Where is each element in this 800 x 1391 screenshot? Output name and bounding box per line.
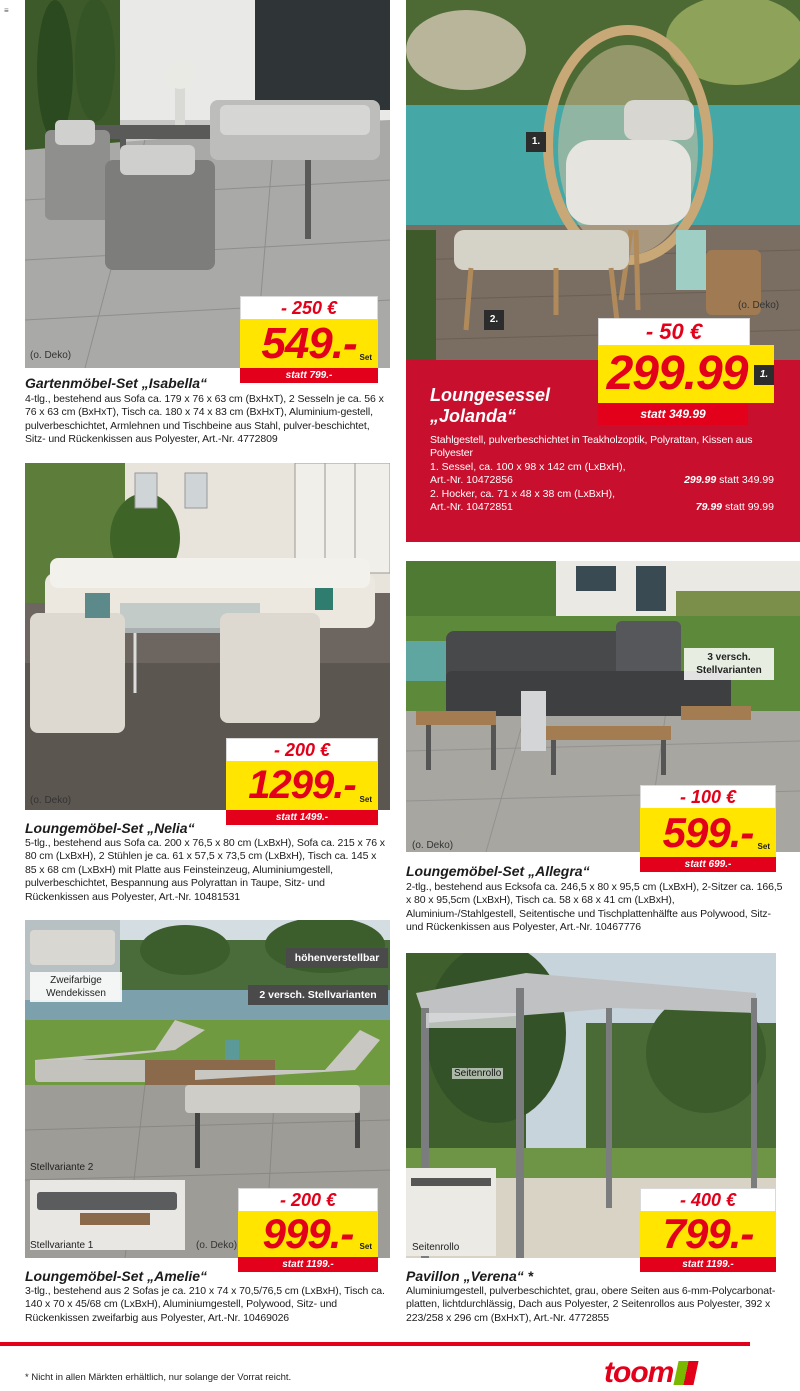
amelie-deko-note: (o. Deko)	[196, 1240, 238, 1251]
verena-price-tag	[640, 1188, 776, 1272]
nelia-price-tag	[226, 738, 378, 825]
amelie-price-tag	[238, 1188, 378, 1272]
toom-logo	[604, 1358, 696, 1388]
amelie-variant-1-label: Stellvariante 1	[30, 1240, 94, 1251]
jolanda-item1-line2: Art.-Nr. 10472856	[430, 474, 513, 487]
jolanda-title-line1: Loungesessel	[430, 385, 551, 405]
jolanda-price-tag	[598, 318, 774, 425]
allegra-price-suffix: Set	[757, 842, 770, 851]
jolanda-item2-line1: 2. Hocker, ca. 71 x 48 x 38 cm (LxBxH),	[430, 487, 615, 500]
allegra-variants-label: 3 versch. Stellvarianten	[684, 648, 774, 680]
amelie-variants-label: 2 versch. Stellvarianten	[248, 985, 388, 1005]
jolanda-discount: - 50 €	[598, 318, 750, 345]
jolanda-item1-old: statt 349.99	[719, 474, 774, 487]
jolanda-title-line2: „Jolanda“	[430, 406, 517, 426]
isabella-description: 4-tlg., bestehend aus Sofa ca. 179 x 76 x 63 cm (BxHxT), 2 Sesseln je ca. 56 x 76 x 63 cm (BxHxT), Tisch ca. 180 x 74 x 83 cm (BxHxT), Aluminium-gestell, pulverbeschichtet, Armlehnen und Tischbeine aus Stahl, pulver-beschichtet, Sitz- und Rückenkissen aus Polyester, Art.-Nr. 4772809	[25, 393, 384, 446]
amelie-title: Loungemöbel-Set „Amelie“	[25, 1268, 208, 1284]
jolanda-price-badge: 1.	[754, 365, 774, 385]
jolanda-deko-note: (o. Deko)	[738, 300, 780, 311]
isabella-price-suffix: Set	[359, 353, 372, 362]
jolanda-item2-old: statt 99.99	[724, 501, 774, 514]
verena-rollo-label-2: Seitenrollo	[412, 1242, 460, 1253]
verena-old-price: statt 1199.-	[640, 1257, 776, 1272]
nelia-description: 5-tlg., bestehend aus Sofa ca. 200 x 76,5 x 80 cm (LxBxH), Sofa ca. 215 x 76 x 80 cm (LxBxH), 2 Stühlen je ca. 61 x 57,5 x 73,5 cm (LxBxH), Tisch ca. 145 x 85 x 68 cm (LxBxH) mit Platte aus Feinsteinzeug, Aluminiumgestell, pulverbeschichtet, Bespannung aus Polyrattan in Taupe, Sitz- und Rückenkissen aus Polyester, Art.-Nr. 10481531	[25, 837, 385, 903]
jolanda-price: 299.99	[606, 347, 748, 400]
isabella-discount: - 250 €	[240, 296, 378, 319]
nelia-price: 1299.-	[248, 763, 356, 807]
allegra-price-tag	[640, 785, 776, 872]
nelia-old-price: statt 1499.-	[226, 810, 378, 825]
allegra-description: 2-tlg., bestehend aus Ecksofa ca. 246,5 x 80 x 95,5 cm (LxBxH), 2-Sitzer ca. 166,5 x 80 x 95,5cm (LxBxH), Tisch ca. 58 x 68 x 41 cm (LxBxH), Aluminium-/Stahlgestell, Seitentische und Tischplattenhälfte aus Polywood, Sitz- und Rückenkissen aus Polyester, Art.-Nr. 10467776	[406, 881, 783, 934]
verena-rollo-label: Seitenrollo	[454, 1068, 502, 1079]
jolanda-item1-price: 299.99	[684, 474, 717, 487]
toom-logo-mark-icon	[674, 1361, 699, 1385]
jolanda-description: Stahlgestell, pulverbeschichtet in Teakholzoptik, Polyrattan, Kissen aus Polyester	[430, 434, 753, 460]
jolanda-item2-price: 79.99	[695, 501, 723, 514]
isabella-title: Gartenmöbel-Set „Isabella“	[25, 375, 208, 391]
nelia-title: Loungemöbel-Set „Nelia“	[25, 820, 195, 836]
nelia-discount: - 200 €	[226, 738, 378, 761]
footer-note: * Nicht in allen Märkten erhältlich, nur solange der Vorrat reicht.	[25, 1372, 292, 1383]
allegra-discount: - 100 €	[640, 785, 776, 808]
isabella-deko-note: (o. Deko)	[30, 350, 72, 361]
verena-price: 799.-	[662, 1210, 754, 1257]
nelia-price-suffix: Set	[359, 795, 372, 804]
page-marker: ≡	[4, 6, 9, 15]
allegra-price: 599.-	[662, 809, 754, 856]
jolanda-old-price: statt 349.99	[598, 403, 748, 425]
allegra-deko-note: (o. Deko)	[412, 840, 454, 851]
nelia-deko-note: (o. Deko)	[30, 795, 72, 806]
allegra-title: Loungemöbel-Set „Allegra“	[406, 863, 590, 879]
verena-title: Pavillon „Verena“ *	[406, 1268, 534, 1284]
amelie-height-label: höhenverstellbar	[286, 948, 388, 968]
allegra-old-price: statt 699.-	[640, 857, 776, 872]
footer-divider	[0, 1342, 750, 1346]
jolanda-badge-2: 2.	[484, 310, 504, 330]
jolanda-item1-line1: 1. Sessel, ca. 100 x 98 x 142 cm (LxBxH),	[430, 461, 626, 473]
amelie-cushion-label: Zweifarbige Wendekissen	[30, 972, 122, 1002]
amelie-price: 999.-	[262, 1210, 354, 1257]
amelie-discount: - 200 €	[238, 1188, 378, 1211]
amelie-price-suffix: Set	[359, 1242, 372, 1251]
jolanda-badge-1: 1.	[526, 132, 546, 152]
verena-discount: - 400 €	[640, 1188, 776, 1211]
isabella-price-tag	[240, 296, 378, 383]
amelie-description: 3-tlg., bestehend aus 2 Sofas je ca. 210 x 74 x 70,5/76,5 cm (LxBxH), Tisch ca. 140 x 70 x 45/68 cm (LxBxH), Aluminiumgestell, Polywood, Sitz- und Rückenkissen zweifarbig aus Polyester, Art.-Nr. 10469026	[25, 1285, 385, 1324]
verena-description: Aluminiumgestell, pulverbeschichtet, grau, obere Seiten aus 6-mm-Polycarbonat-platten, lichtdurchlässig, Dach aus Polyester, 2 Seitenrollos aus Polyester, 392 x 223/258 x 296 cm (BxHxT), Art.-Nr. 4772855	[406, 1285, 776, 1324]
isabella-price: 549.-	[261, 319, 357, 368]
amelie-old-price: statt 1199.-	[238, 1257, 378, 1272]
jolanda-item2-line2: Art.-Nr. 10472851	[430, 501, 513, 514]
isabella-old-price: statt 799.-	[240, 368, 378, 383]
toom-logo-text: toom	[604, 1356, 674, 1389]
amelie-variant-2-label: Stellvariante 2	[30, 1162, 94, 1173]
